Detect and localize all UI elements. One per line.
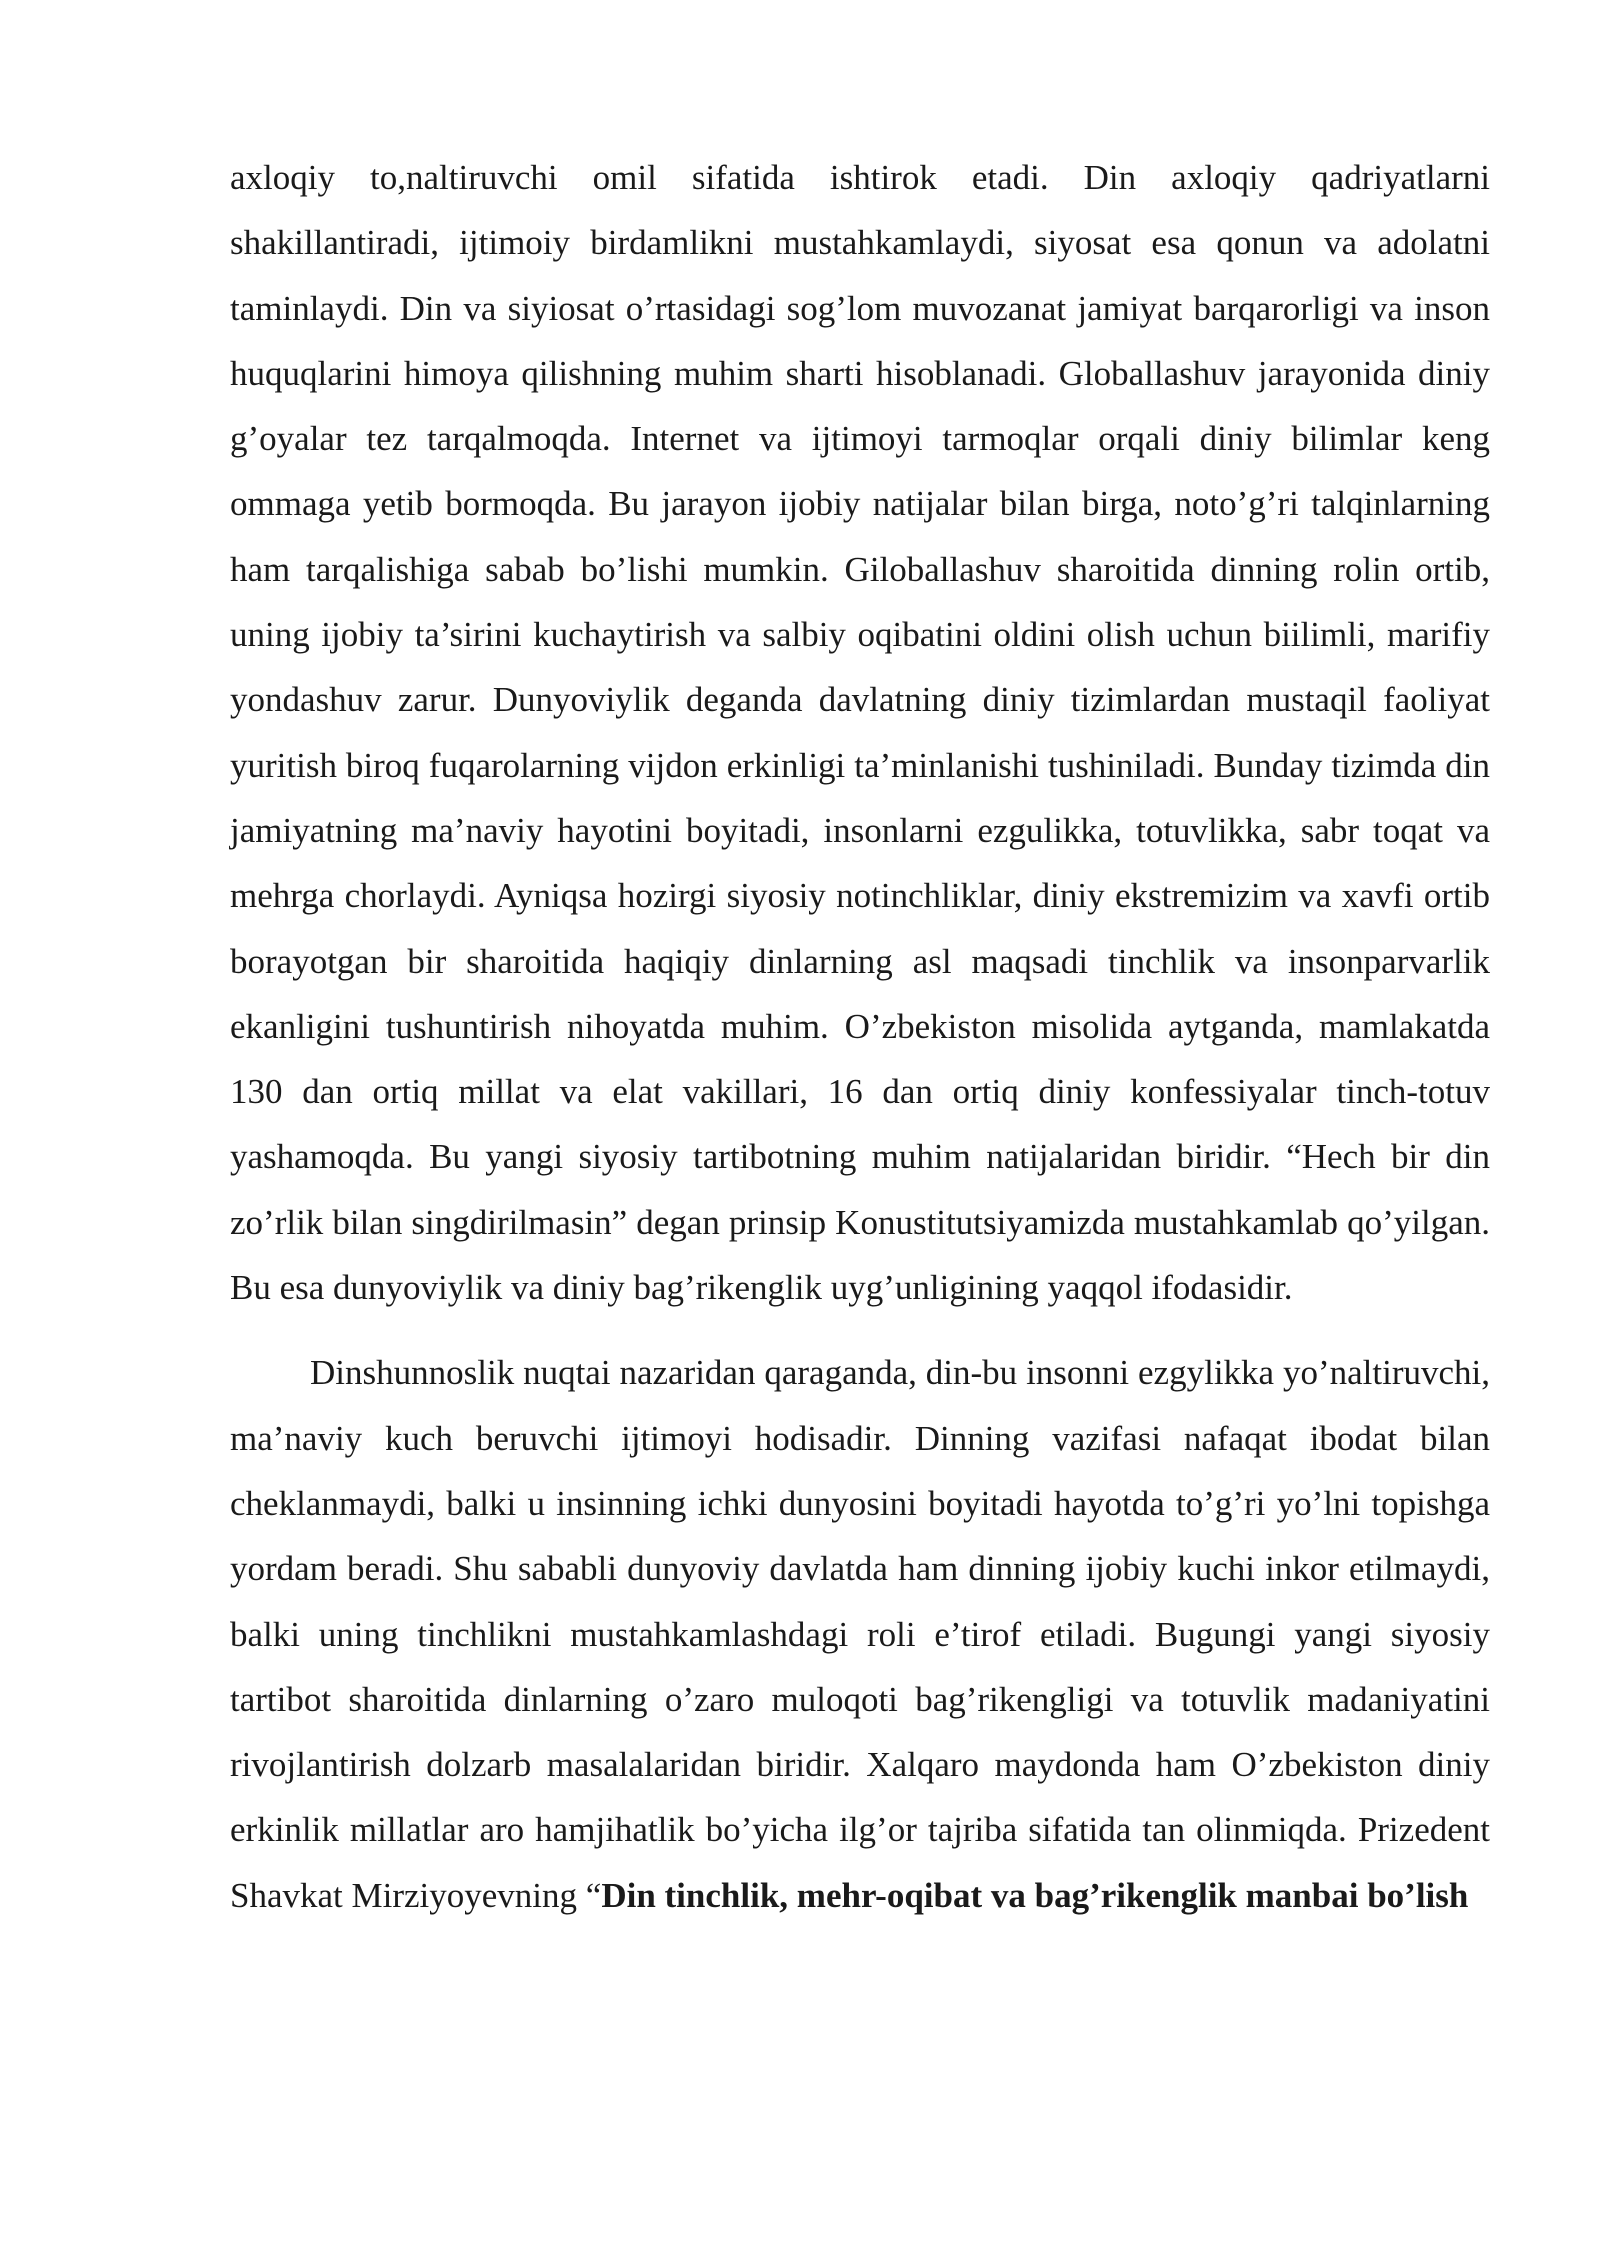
document-body — [230, 145, 1490, 1928]
paragraph-1 — [230, 145, 1490, 1320]
paragraph-2 — [230, 1340, 1490, 1928]
paragraph-1-text: axloqiy to,naltiruvchi omil sifatida ishtirok etadi. Din axloqiy qadriyatlarni shakillantiradi, ijtimoiy birdamlikni mustahkamlaydi, siyosat esa qonun va adolatni taminlaydi. Din va siyiosat o’rtasidagi sog’lom muvozanat jamiyat barqarorligi va inson huquqlarini himoya qilishning muhim sharti hisoblanadi. Globallashuv jarayonida diniy g’oyalar tez tarqalmoqda. Internet va ijtimoyi tarmoqlar orqali diniy bilimlar keng ommaga yetib bormoqda. Bu jarayon ijobiy natijalar bilan birga, noto’g’ri talqinlarning ham tarqalishiga sabab bo’lishi mumkin. Giloballashuv sharoitida dinning rolin ortib, uning ijobiy ta’sirini kuchaytirish va salbiy oqibatini oldini olish uchun biilimli, marifiy yondashuv zarur. Dunyoviylik deganda davlatning diniy tizimlardan mustaqil faoliyat yuritish biroq fuqarolarning vijdon erkinligi ta’minlanishi tushiniladi. Bunday tizimda din jamiyatning ma’naviy hayotini boyitadi, insonlarni ezgulikka, totuvlikka, sabr toqat va mehrga chorlaydi. Ayniqsa hozirgi siyosiy notinchliklar, diniy ekstremizim va xavfi ortib borayotgan bir sharoitida haqiqiy dinlarning asl maqsadi tinchlik va insonparvarlik ekanligini tushuntirish nihoyatda muhim. O’zbekiston misolida aytganda, mamlakatda 130 dan ortiq millat va elat vakillari, 16 dan ortiq diniy konfessiyalar tinch-totuv yashamoqda. Bu yangi siyosiy tartibotning muhim natijalaridan biridir. “Hech bir din zo’rlik bilan singdirilmasin” degan prinsip Konustitutsiyamizda mustahkamlab qo’yilgan. Bu esa dunyoviylik va diniy bag’rikenglik uyg’unligining yaqqol ifodasidir. — [230, 158, 1490, 1308]
bold-quote-text: Din tinchlik, mehr-oqibat va bag’rikenglik manbai bo’lish — [601, 1875, 1469, 1915]
paragraph-2-text: Dinshunnoslik nuqtai nazaridan qaraganda, din-bu insonni ezgylikka yo’naltiruvchi, ma’naviy kuch beruvchi ijtimoyi hodisadir. Dinning vazifasi nafaqat ibodat bilan cheklanmaydi, balki u insinning ichki dunyosini boyitadi hayotda to’g’ri yo’lni topishga yordam beradi. Shu sababli dunyoviy davlatda ham dinning ijobiy kuchi inkor etilmaydi, balki uning tinchlikni mustahkamlashdagi roli e’tirof etiladi. Bugungi yangi siyosiy tartibot sharoitida dinlarning o’zaro muloqoti bag’rikengligi va totuvlik madaniyatini rivojlantirish dolzarb masalalaridan biridir. Xalqaro maydonda ham O’zbekiston diniy erkinlik millatlar aro hamjihatlik bo’yicha ilg’or tajriba sifatida tan olinmiqda. Prizedent Shavkat Mirziyoyevning “ — [230, 1353, 1490, 1915]
